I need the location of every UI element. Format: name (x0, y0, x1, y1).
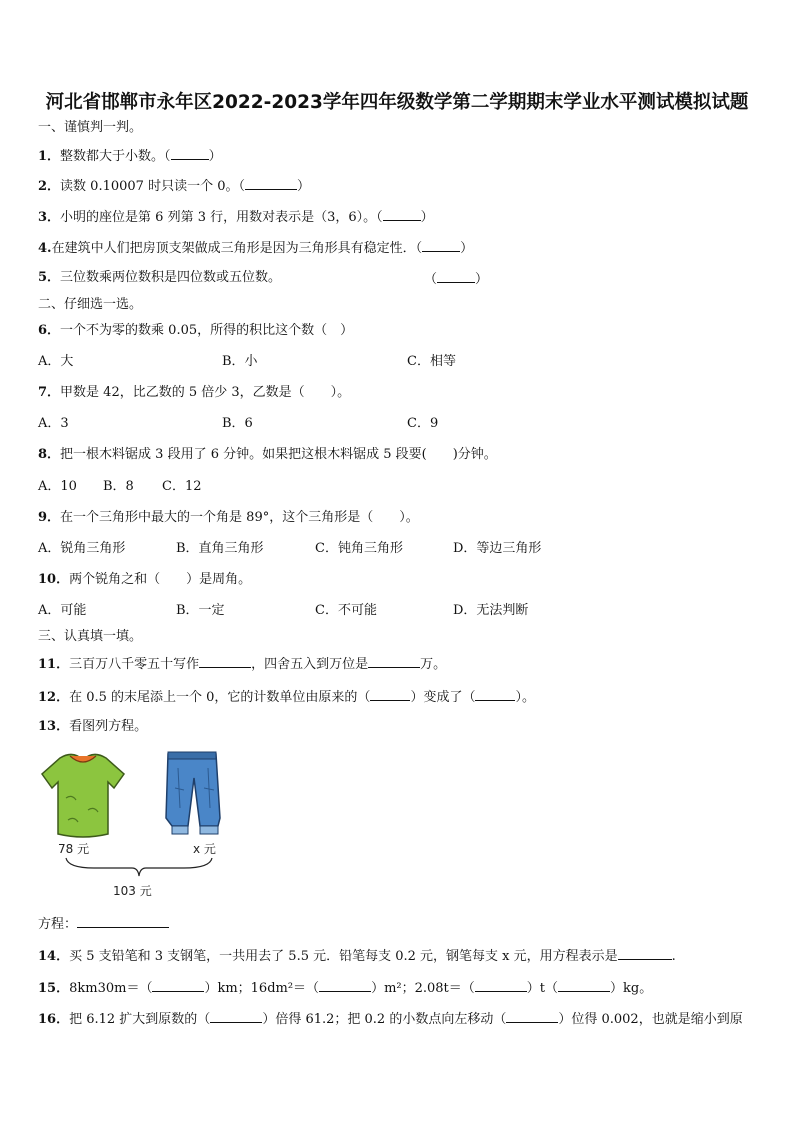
option-b[interactable]: B．6 (222, 416, 253, 431)
question-11: 11．三百万八千零五十写作 ，四舍五入到万位是 万。 (38, 657, 447, 672)
option-a[interactable]: A．3 (38, 416, 69, 431)
label-pants-price: x 元 (193, 842, 216, 856)
option-b[interactable]: B．小 (222, 354, 258, 369)
option-a[interactable]: A．10 (38, 479, 77, 494)
section-heading-1: 一、谨慎判一判。 (38, 120, 143, 135)
question-6: 6．一个不为零的数乘 0.05，所得的积比这个数（ ） (38, 323, 354, 338)
pants-icon (166, 752, 220, 834)
question-8: 8．把一根木料锯成 3 段用了 6 分钟。如果把这根木料锯成 5 段要( )分钟。 (38, 447, 497, 462)
option-a[interactable]: A．锐角三角形 (38, 541, 126, 556)
question-10: 10．两个锐角之和（ ）是周角。 (38, 572, 252, 587)
equation-blank[interactable] (77, 915, 169, 928)
question-2: 2．读数 0.10007 时只读一个 0。（ ） (38, 179, 310, 194)
option-c[interactable]: C．12 (162, 479, 202, 494)
question-5-answer: （ ） (424, 272, 489, 287)
option-d[interactable]: D．无法判断 (453, 603, 529, 618)
question-12: 12．在 0.5 的末尾添上一个 0，它的计数单位由原来的（ ）变成了（ ）。 (38, 690, 535, 705)
option-c[interactable]: C．不可能 (315, 603, 377, 618)
answer-blank[interactable] (475, 979, 527, 992)
answer-blank[interactable] (506, 1010, 558, 1023)
answer-blank[interactable] (437, 270, 475, 283)
answer-blank[interactable] (319, 979, 371, 992)
option-c[interactable]: C．钝角三角形 (315, 541, 403, 556)
answer-blank[interactable] (383, 208, 421, 221)
answer-blank[interactable] (422, 239, 460, 252)
answer-blank[interactable] (210, 1010, 262, 1023)
answer-blank[interactable] (199, 655, 251, 668)
option-b[interactable]: B．8 (103, 479, 134, 494)
question-16: 16．把 6.12 扩大到原数的（ ）倍得 61.2；把 0.2 的小数点向左移动（ ）位得 0.002，也就是缩小到原 (38, 1012, 743, 1027)
question-14: 14．买 5 支铅笔和 3 支钢笔，一共用去了 5.5 元．铅笔每支 0.2 元，钢笔每支 x 元，用方程表示是 . (38, 949, 676, 964)
answer-blank[interactable] (368, 655, 420, 668)
option-b[interactable]: B．直角三角形 (176, 541, 264, 556)
option-a[interactable]: A．可能 (38, 603, 87, 618)
label-total-price: 103 元 (113, 884, 152, 898)
answer-blank[interactable] (171, 147, 209, 160)
option-c[interactable]: C．9 (407, 416, 439, 431)
option-b[interactable]: B．一定 (176, 603, 225, 618)
option-c[interactable]: C．相等 (407, 354, 456, 369)
answer-blank[interactable] (152, 979, 204, 992)
answer-blank[interactable] (618, 947, 672, 960)
answer-blank[interactable] (475, 688, 515, 701)
question-3: 3．小明的座位是第 6 列第 3 行，用数对表示是（3，6）。（ ） (38, 210, 434, 225)
question-5: 5．三位数乘两位数积是四位数或五位数。 (38, 270, 282, 285)
question-1: 1．整数都大于小数。（ ） (38, 149, 222, 164)
question-15: 15．8km30m＝（ ）km；16dm²＝（ ）m²；2.08t＝（ ）t（ ）kg。 (38, 981, 653, 996)
section-heading-2: 二、仔细选一选。 (38, 297, 143, 312)
shirt-icon (42, 754, 124, 837)
question-13: 13．看图列方程。 (38, 719, 148, 734)
page-title: 河北省邯郸市永年区2022-2023学年四年级数学第二学期期末学业水平测试模拟试题 (45, 92, 749, 113)
answer-blank[interactable] (558, 979, 610, 992)
section-heading-3: 三、认真填一填。 (38, 629, 143, 644)
answer-blank[interactable] (370, 688, 410, 701)
option-d[interactable]: D．等边三角形 (453, 541, 542, 556)
figure-shirt-and-pants (38, 748, 258, 908)
question-7: 7．甲数是 42，比乙数的 5 倍少 3，乙数是（ ）。 (38, 385, 351, 400)
question-4: 4.在建筑中人们把房顶支架做成三角形是因为三角形具有稳定性．（ ） (38, 241, 474, 256)
option-a[interactable]: A．大 (38, 354, 74, 369)
question-number: 1． (38, 149, 61, 164)
answer-blank[interactable] (245, 177, 297, 190)
brace-icon (64, 856, 214, 878)
label-shirt-price: 78 元 (58, 842, 90, 856)
equation-line: 方程： (38, 915, 169, 933)
question-9: 9．在一个三角形中最大的一个角是 89°，这个三角形是（ ）。 (38, 510, 419, 525)
